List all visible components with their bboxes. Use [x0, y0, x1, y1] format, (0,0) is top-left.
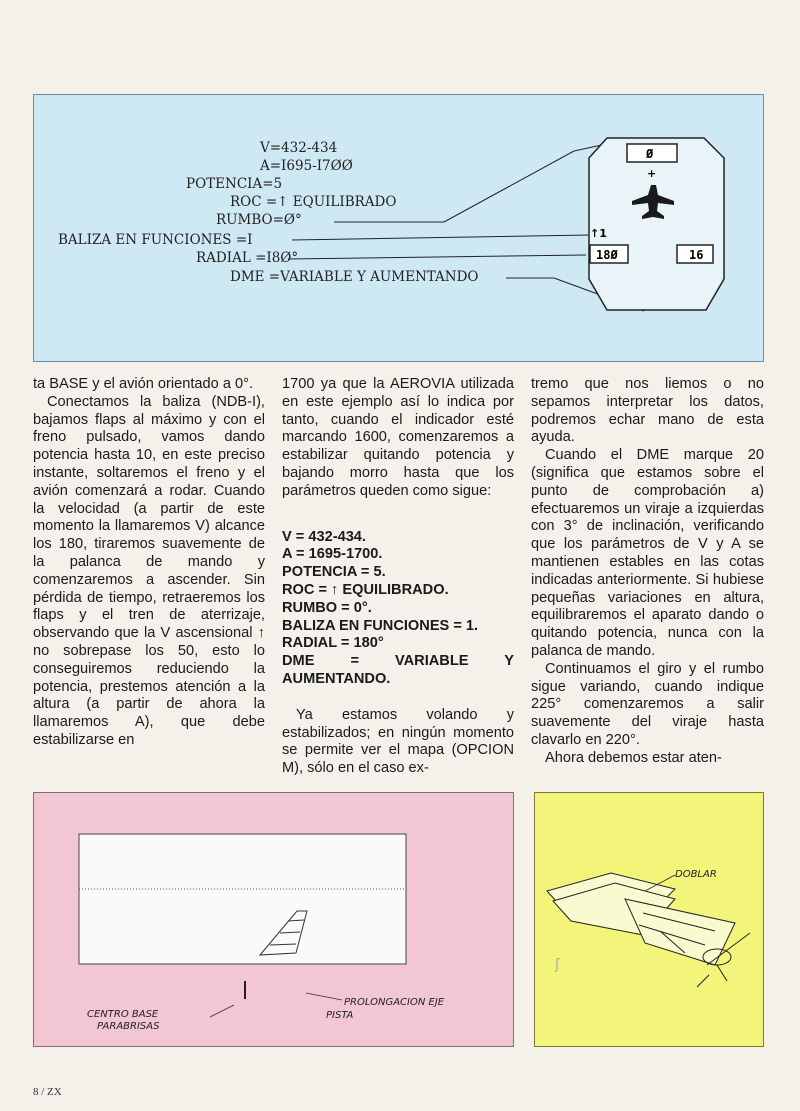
parameter-list — [282, 529, 514, 689]
param-potencia: POTENCIA = 5. — [282, 564, 386, 581]
label-parabrisas: PARABRISAS — [97, 1021, 160, 1032]
param-dme: DME = VARIABLE Y AUMENTANDO. — [282, 653, 514, 687]
paragraph: tremo que nos liemos o no sepamos interpretar los datos, podremos echar mano de esta ayuda. — [531, 376, 764, 446]
label-pointer — [306, 993, 342, 1000]
text-column-1 — [33, 376, 265, 750]
instrument-diagram — [33, 94, 764, 362]
paragraph: 1700 ya que la AEROVIA utilizada en este ejemplo así lo indica por tanto, cuando el indicador esté marcando 1600, comenzaremos a estabilizar quitando potencia y bajando morro hasta que los parámetros queden como sigue: — [282, 376, 514, 499]
plus-mark: + — [647, 167, 657, 180]
diagram-line-v: V=432-434 — [260, 140, 338, 156]
paragraph: Ahora debemos estar aten- — [545, 749, 722, 766]
instrument-panel — [589, 138, 724, 310]
diagram-line-dme: DME =VARIABLE Y AUMENTANDO — [230, 269, 479, 285]
beacon-indicator: ↑1 — [590, 227, 607, 240]
param-v: V = 432-434. — [282, 528, 366, 545]
diagram-line-potencia: POTENCIA=5 — [186, 176, 283, 192]
text-column-3 — [531, 376, 764, 768]
diagram-line-rumbo: RUMBO=Ø° — [216, 212, 302, 228]
windshield-frame — [79, 834, 406, 964]
paragraph: ta BASE y el avión orientado a 0°. — [33, 376, 254, 392]
label-pointer — [210, 1005, 234, 1017]
page-folio: 8 / ZX — [33, 1086, 62, 1098]
label-prolongacion-eje: PROLONGACION EJE — [344, 997, 445, 1008]
param-rumbo: RUMBO = 0°. — [282, 599, 372, 616]
faint-mark: ʃ — [555, 957, 560, 973]
dme-value: 16 — [689, 248, 704, 262]
paragraph: Conectamos la baliza (NDB-I), bajamos flaps al máximo y con el freno pulsado, vamos dando potencia hasta 10, en este preciso instante, soltaremos el freno y el avión comenzará a rodar. Cuando la velocidad (a partir de este momento la llamaremos V) alcance los 180, tiraremos suavemente de la palanca de mando y comenzaremos a ascender. Sin pérdida de tiempo, retraeremos los flaps y el tren de aterrizaje, observando que la V ascensional ↑ no sobrepase los 50, esto lo conseguiremos reduciendo la potencia, prestemos atención a la altura (a partir de ahora la llamaremos A), que debe estabilizarse en — [33, 393, 265, 748]
diagram-line-baliza: BALIZA EN FUNCIONES =I — [58, 232, 253, 248]
text-column-2 — [282, 376, 514, 778]
paragraph: Ya estamos volando y estabilizados; en ningún momento se permite ver el mapa (OPCION M), sólo en el caso ex- — [282, 706, 514, 777]
param-a: A = 1695-1700. — [282, 546, 383, 563]
windshield-diagram — [33, 792, 514, 1047]
paragraph: Continuamos el giro y el rumbo sigue variando, cuando indique 225° comenzaremos a salir suavemente del viraje hasta clavarlo en 220°. — [531, 660, 764, 748]
param-roc: ROC = ↑ EQUILIBRADO. — [282, 581, 449, 598]
param-baliza: BALIZA EN FUNCIONES = 1. — [282, 617, 479, 634]
param-radial: RADIAL = 180° — [282, 635, 384, 652]
radial-value: 18Ø — [596, 248, 618, 262]
windshield-svg — [34, 793, 515, 1048]
label-centro-base: CENTRO BASE — [87, 1009, 159, 1020]
paragraph: Cuando el DME marque 20 (significa que estamos sobre el punto de comprobación a) efectuaremos un viraje a izquierdas con 3° de inclinación, verificando que los parámetros de V y A se mantienen estables en las cotas indicadas anteriormente. Si hubiese pequeñas variaciones en altura, equilibraremos el aparato dando o quitando potencia, nunca con la palanca de mando. — [531, 447, 764, 659]
diagram-line-a: A=I695-I7ØØ — [260, 158, 353, 174]
diagram-line-radial: RADIAL =I8Ø° — [196, 250, 299, 266]
folding-illustration — [534, 792, 764, 1047]
label-pista: PISTA — [326, 1010, 354, 1021]
folding-svg — [535, 793, 765, 1048]
panel-frame — [589, 138, 724, 310]
label-doblar: DOBLAR — [675, 869, 717, 880]
heading-value: Ø — [646, 147, 654, 161]
diagram-svg — [34, 95, 765, 363]
diagram-line-roc: ROC =↑ EQUILIBRADO — [230, 194, 397, 210]
